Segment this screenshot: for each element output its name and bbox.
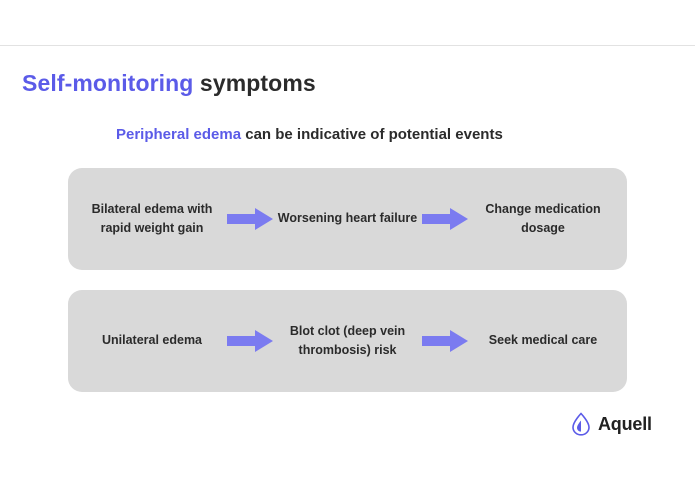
flow-step: Change medication dosage xyxy=(485,201,601,235)
header-divider xyxy=(0,45,695,46)
page-subtitle-rest: can be indicative of potential events xyxy=(241,126,503,143)
page-subtitle xyxy=(116,126,503,143)
flow-step: Worsening heart failure xyxy=(277,211,418,226)
water-drop-icon xyxy=(570,412,592,436)
page-title-accent: Self-monitoring xyxy=(22,70,194,96)
flow-step: Unilateral edema xyxy=(101,333,203,348)
page-title xyxy=(22,70,316,97)
arrow-right-icon xyxy=(422,330,468,352)
flow-step: Bilateral edema with rapid weight gain xyxy=(91,201,213,235)
arrow-right-icon xyxy=(422,208,468,230)
arrow-right-icon xyxy=(227,208,273,230)
page-title-rest: symptoms xyxy=(193,70,316,96)
flow-row-2 xyxy=(68,290,627,392)
flow-row-1 xyxy=(68,168,627,270)
brand-name: Aquell xyxy=(598,413,652,434)
brand-logo xyxy=(570,412,652,436)
flow-step: Blot clot (deep vein thrombosis) risk xyxy=(289,323,406,357)
page-subtitle-accent: Peripheral edema xyxy=(116,126,242,143)
flow-step: Seek medical care xyxy=(488,333,598,348)
arrow-right-icon xyxy=(227,330,273,352)
